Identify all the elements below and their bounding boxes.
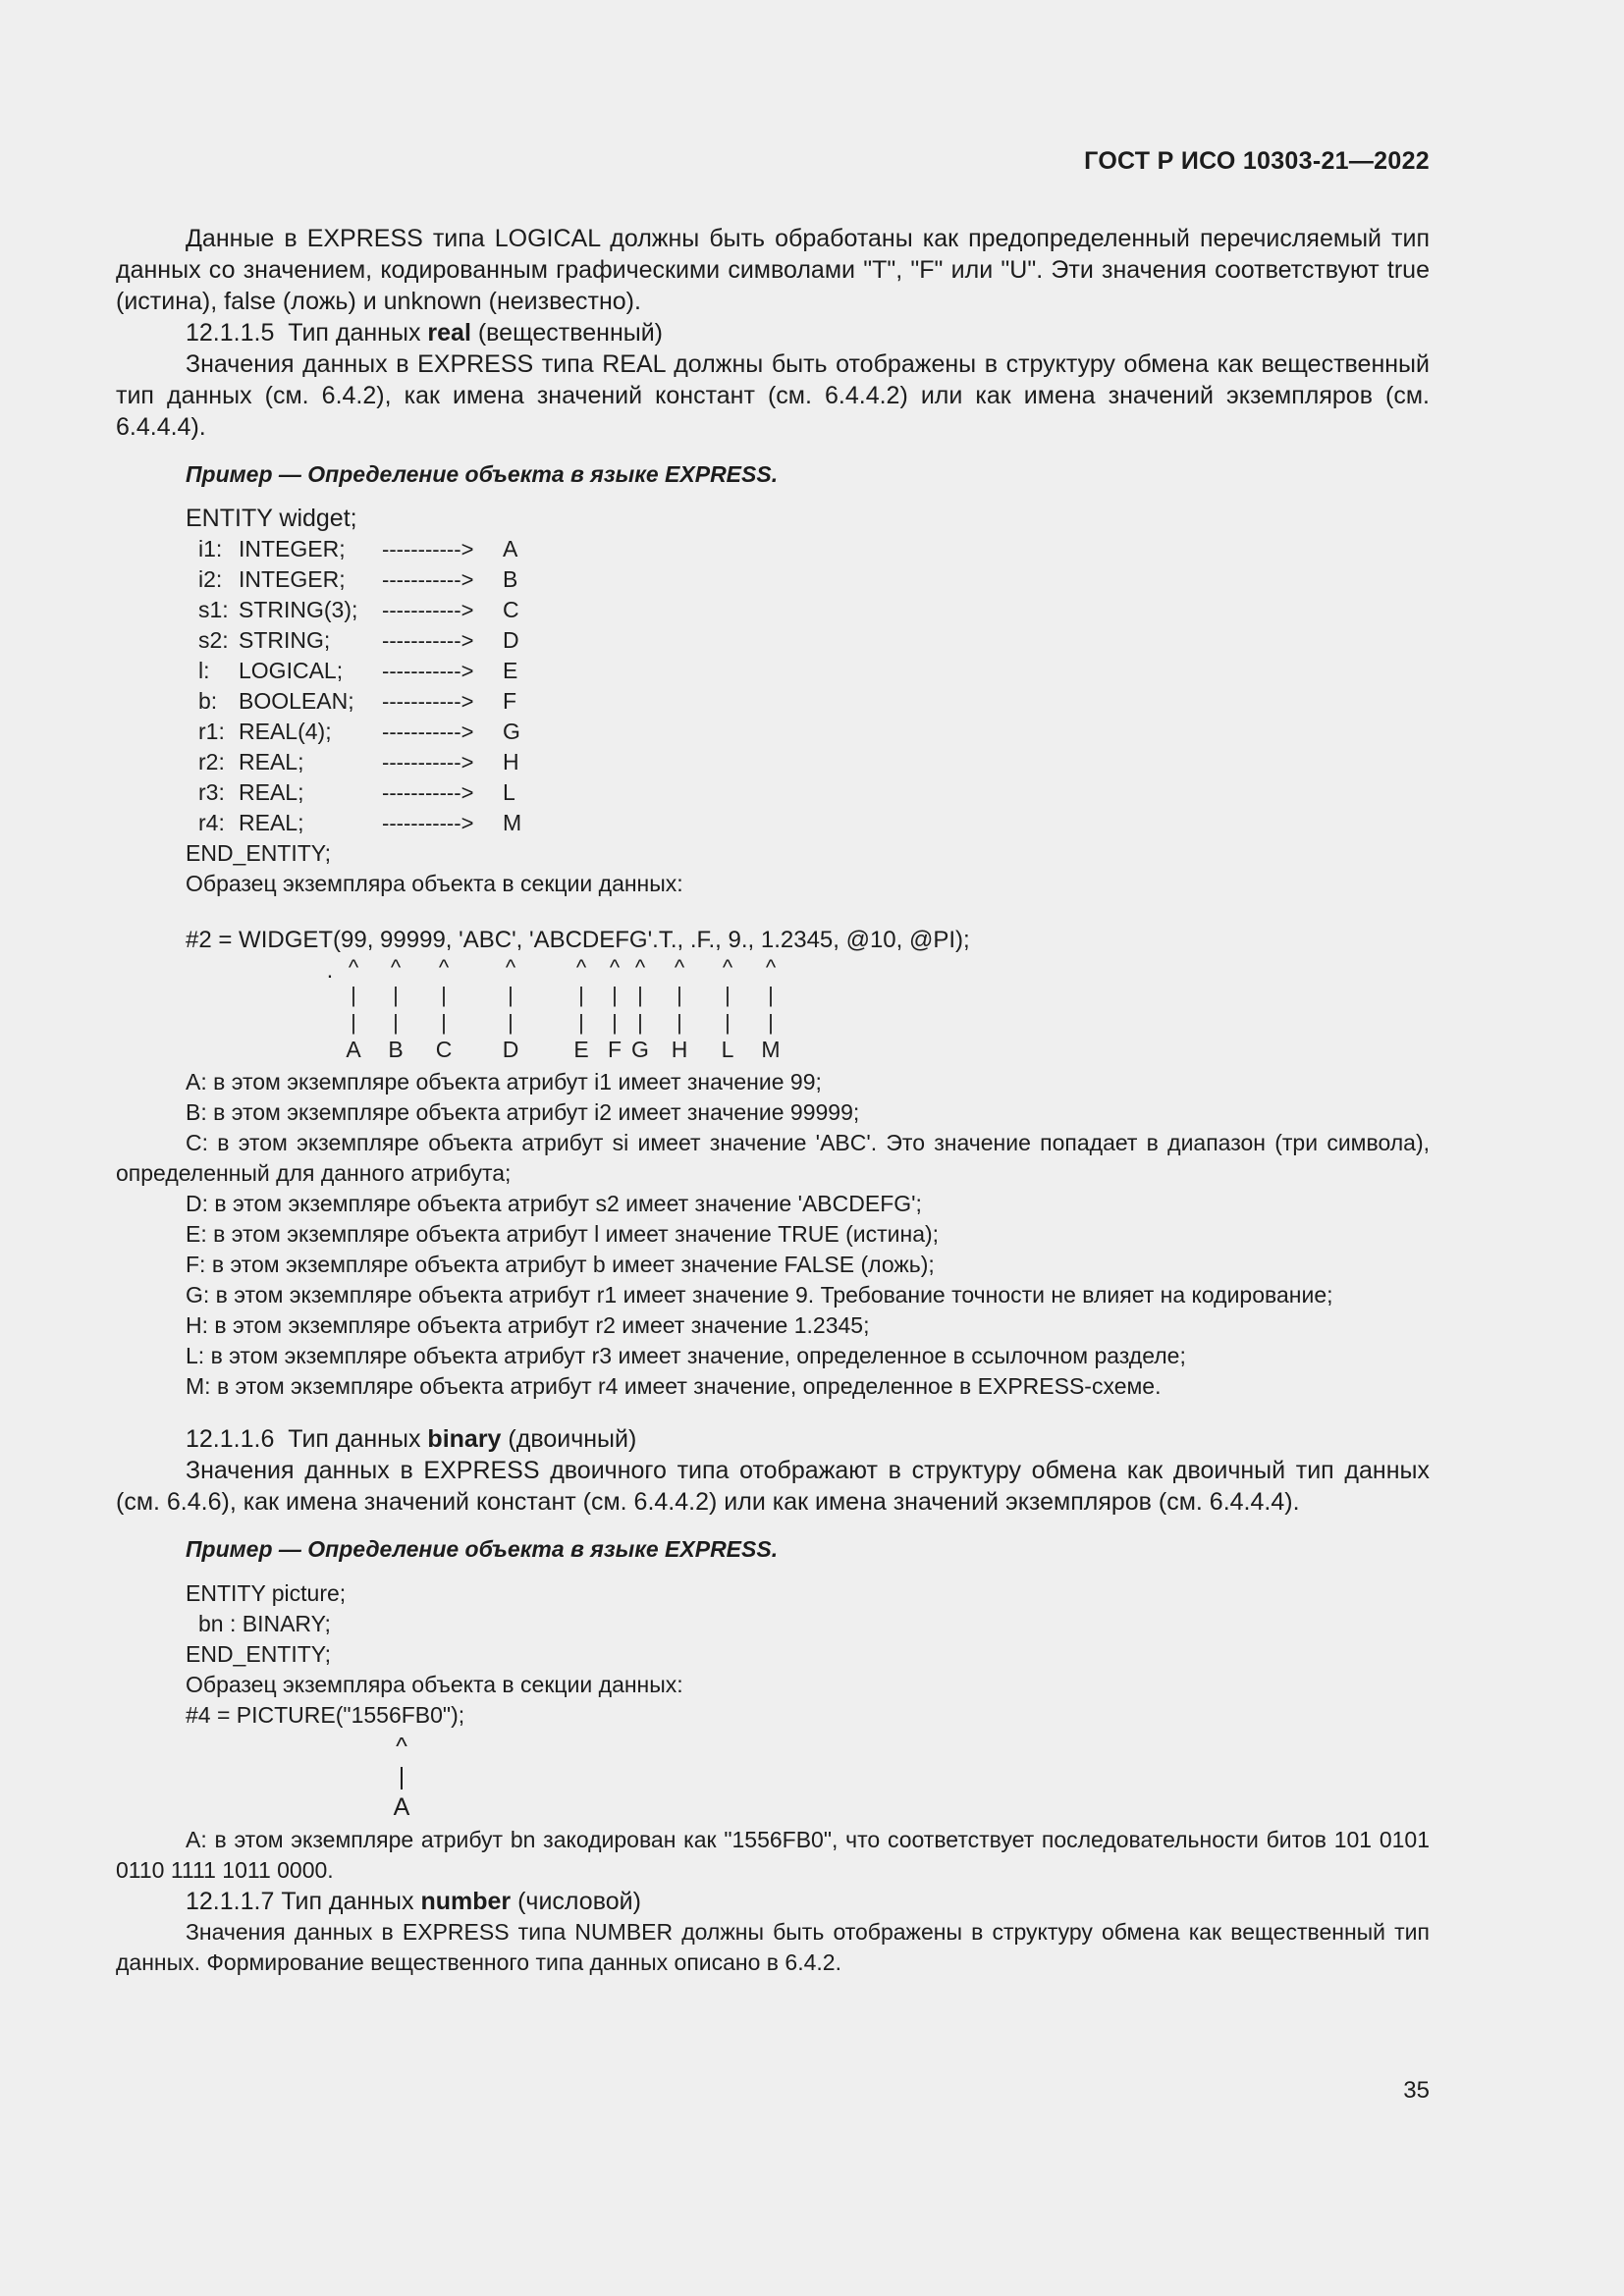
section-heading-real [116,317,1430,348]
attribute-type: BOOLEAN; [239,688,354,714]
logical-paragraph: Данные в EXPRESS типа LOGICAL должны быть обработаны как предопределенный перечисляемый тип данных со значением, кодированным графическими символами "T", "F" или "U". Эти значения соответствуют true (истина), false (ложь) и unknown (неизвестно). [116,225,1430,315]
page-number: 35 [1403,2077,1430,2104]
attribute-list [186,534,1430,838]
marker-caret: ^ [348,955,359,980]
description-item: F: в этом экземпляре объекта атрибут b имеет значение FALSE (ложь); [186,1252,935,1277]
marker-bar: | [351,983,356,1007]
attribute-name: r1: [198,719,225,744]
binary-description [116,1825,1430,1886]
attribute-letter: B [503,566,518,592]
marker-caret: ^ [575,955,587,980]
sample-caption: Образец экземпляра объекта в секции данных: [186,1672,683,1697]
description-item: M: в этом экземпляре объекта атрибут r4 имеет значение, определенное в EXPRESS-схеме. [186,1373,1162,1399]
example-title: Пример — Определение объекта в языке EXPRESS. [186,461,779,487]
attribute-row [186,717,1430,747]
marker-bar: | [351,1010,356,1035]
sample-caption: Образец экземпляра объекта в секции данных: [186,871,683,896]
attribute-letter: E [503,658,518,683]
section-suffix: (числовой) [517,1888,641,1915]
marker-label: M [761,1037,781,1062]
marker-label: L [721,1037,734,1062]
marker-label: G [631,1037,649,1062]
attribute-row [186,808,1430,838]
attribute-type: REAL(4); [239,719,332,744]
description-item: B: в этом экземпляре объекта атрибут i2 имеет значение 99999; [186,1099,860,1125]
attribute-letter: D [503,627,519,653]
entity-picture-block [116,1578,1430,1731]
attribute-type: REAL; [239,810,304,835]
section-keyword: number [420,1888,512,1915]
attribute-type: REAL; [239,749,304,774]
marker-label: C [435,1037,453,1062]
description-item: D: в этом экземпляре объекта атрибут s2 имеет значение 'ABCDEFG'; [186,1191,922,1216]
entity-attribute: bn : BINARY; [198,1611,331,1636]
attribute-letter: M [503,810,522,835]
instance-line: #4 = PICTURE("1556FB0"); [186,1702,465,1728]
attribute-row [186,625,1430,656]
entity-widget-block [116,504,1430,899]
attribute-row [186,686,1430,717]
attribute-name: r3: [198,779,225,805]
instance-diagram [116,925,1430,1067]
marker-bar: | [768,1010,774,1035]
marker-caret: ^ [674,955,685,980]
attribute-row [186,777,1430,808]
instance-line: #2 = WIDGET(99, 99999, 'ABC', 'ABCDEFG'.T., .F., 9., 1.2345, @10, @PI); [186,927,970,953]
attribute-arrow: -----------> [382,659,474,683]
attribute-arrow: -----------> [382,750,474,774]
marker-caret: ^ [722,955,733,980]
attribute-type: INTEGER; [239,566,346,592]
attribute-row [186,564,1430,595]
marker-bar: | [768,983,774,1007]
attribute-row [186,534,1430,564]
section-number: 12.1.1.6 [186,1425,275,1453]
description-item: C: в этом экземпляре объекта атрибут si имеет значение 'ABC'. Это значение попадает в диапазон (три символа), определенный для данного атрибута; [116,1130,1430,1186]
marker-label: B [388,1037,404,1062]
attribute-name: b: [198,688,218,714]
section-suffix: (двоичный) [508,1425,637,1453]
attribute-arrow: -----------> [382,780,474,805]
number-paragraph-wrap [116,1917,1430,1978]
section-prefix: Тип данных [281,1888,414,1915]
attribute-letter: H [503,749,519,774]
marker-bar: | [508,1010,514,1035]
section-suffix: (вещественный) [477,319,664,347]
marker-bar: | [725,983,731,1007]
description-item: E: в этом экземпляре объекта атрибут l имеет значение TRUE (истина); [186,1221,940,1247]
attribute-type: LOGICAL; [239,658,344,683]
attribute-arrow: -----------> [382,811,474,835]
attribute-descriptions [116,1067,1430,1402]
attribute-name: l: [198,658,210,683]
attribute-name: r4: [198,810,225,835]
section-keyword: binary [427,1425,502,1453]
entity-open: ENTITY widget; [186,505,357,532]
marker-bar: | [578,1010,584,1035]
attribute-arrow: -----------> [382,598,474,622]
section-number: 12.1.1.5 [186,319,275,347]
attribute-name: r2: [198,749,225,774]
marker-bar: | [508,983,514,1007]
attribute-arrow: -----------> [382,537,474,561]
marker-bar: | [612,983,618,1007]
number-paragraph: Значения данных в EXPRESS типа NUMBER должны быть отображены в структуру обмена как вещественный тип данных. Формирование вещественного типа данных описано в 6.4.2. [116,1919,1430,1975]
section-number: 12.1.1.7 [186,1888,275,1915]
description-item: G: в этом экземпляре объекта атрибут r1 имеет значение 9. Требование точности не влияет на кодирование; [186,1282,1333,1308]
entity-open: ENTITY picture; [186,1580,347,1606]
attribute-letter: F [503,688,517,714]
section-prefix: Тип данных [288,319,421,347]
description-item: A: в этом экземпляре атрибут bn закодирован как "1556FB0", что соответствует последовательности битов 101 0101 0110 1111 1011 0000. [116,1827,1430,1883]
attribute-name: i1: [198,536,223,561]
attribute-letter: C [503,597,519,622]
instance-dot: . [326,957,334,983]
marker-bar: | [637,983,643,1007]
marker-bar: | [441,1010,447,1035]
marker-caret: ^ [438,955,450,980]
attribute-letter: A [503,536,518,561]
attribute-type: STRING; [239,627,331,653]
example-title: Пример — Определение объекта в языке EXPRESS. [186,1536,779,1562]
marker-bar: | [441,983,447,1007]
description-item: L: в этом экземпляре объекта атрибут r3 имеет значение, определенное в ссылочном разделе; [186,1343,1186,1368]
entity-close: END_ENTITY; [186,1641,332,1667]
marker-caret: ^ [390,955,402,980]
marker-bar: | [637,1010,643,1035]
attribute-name: s2: [198,627,229,653]
marker-caret: ^ [765,955,777,980]
marker-bar: | [393,983,399,1007]
marker-caret: ^ [396,1733,407,1760]
standard-header: ГОСТ Р ИСО 10303-21—2022 [1084,147,1430,175]
marker-caret: ^ [634,955,646,980]
attribute-type: REAL; [239,779,304,805]
binary-paragraph: Значения данных в EXPRESS двоичного типа отображают в структуру обмена как двоичный тип данных (см. 6.4.6), как имена значений констант (см. 6.4.4.2) или как имена значений экземпляров (см. 6.4.4.4). [116,1457,1430,1516]
real-paragraph: Значения данных в EXPRESS типа REAL должны быть отображены в структуру обмена как вещественный тип данных (см. 6.4.2), как имена значений констант (см. 6.4.4.2) или как имена значений экземпляров (см. 6.4.4.4). [116,350,1430,441]
attribute-arrow: -----------> [382,689,474,714]
picture-marker [116,1731,1430,1825]
marker-bar: | [677,1010,682,1035]
entity-close: END_ENTITY; [186,840,332,866]
marker-bar: | [612,1010,618,1035]
attribute-arrow: -----------> [382,567,474,592]
attribute-name: s1: [198,597,229,622]
attribute-arrow: -----------> [382,628,474,653]
marker-caret: ^ [609,955,621,980]
marker-label: A [393,1793,410,1821]
marker-label: E [573,1037,589,1062]
marker-caret: ^ [505,955,516,980]
marker-bar: | [677,983,682,1007]
attribute-type: INTEGER; [239,536,346,561]
attribute-letter: L [503,779,515,805]
marker-label: D [502,1037,519,1062]
section-keyword: real [427,319,471,347]
attribute-row [186,656,1430,686]
section-heading-binary [116,1423,1430,1455]
marker-bar: | [398,1763,406,1790]
marker-label: F [607,1037,623,1062]
marker-label: H [671,1037,688,1062]
marker-bar: | [578,983,584,1007]
attribute-row [186,747,1430,777]
marker-label: A [346,1037,361,1062]
section-heading-number [116,1886,1430,1917]
marker-bar: | [393,1010,399,1035]
description-item: A: в этом экземпляре объекта атрибут i1 имеет значение 99; [186,1069,822,1095]
attribute-type: STRING(3); [239,597,358,622]
section-prefix: Тип данных [288,1425,421,1453]
marker-bar: | [725,1010,731,1035]
attribute-letter: G [503,719,520,744]
attribute-row [186,595,1430,625]
page-content [116,223,1430,1978]
description-item: H: в этом экземпляре объекта атрибут r2 имеет значение 1.2345; [186,1312,870,1338]
attribute-arrow: -----------> [382,720,474,744]
attribute-name: i2: [198,566,223,592]
